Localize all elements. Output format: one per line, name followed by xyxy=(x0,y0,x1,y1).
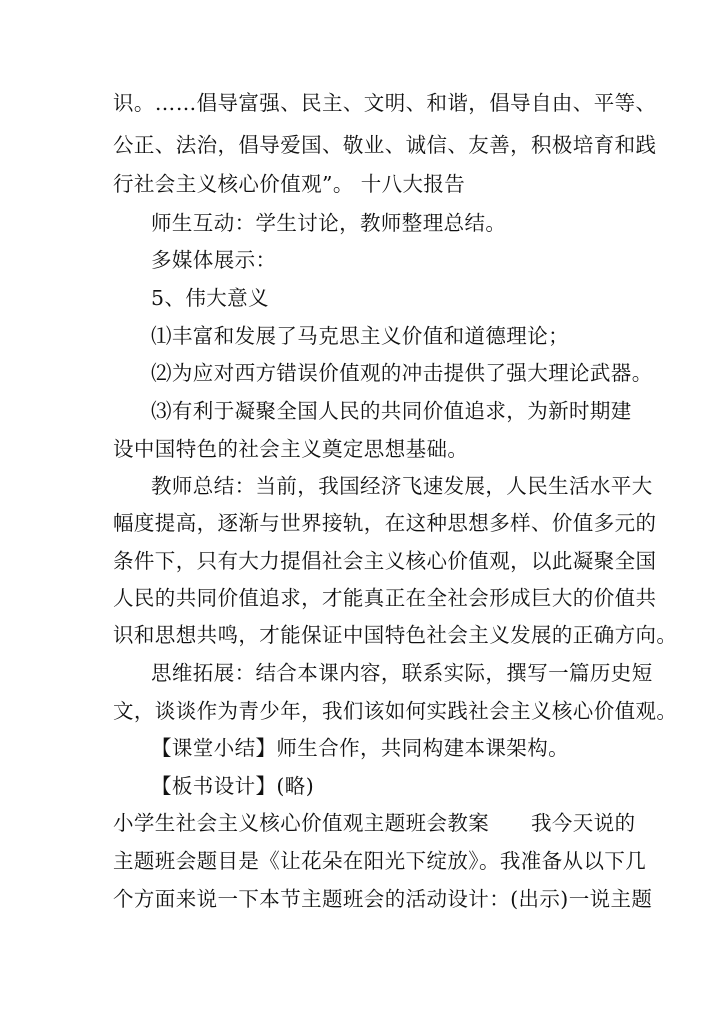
text-line: 识。……倡导富强、民主、文明、和谐，倡导自由、平等、 xyxy=(113,91,657,115)
text-line: ⑵为应对西方错误价值观的冲击提供了强大理论武器。 xyxy=(151,361,653,385)
text-line: 行社会主义核心价值观”。 十八大报告 xyxy=(113,172,466,196)
text-line: 设中国特色的社会主义奠定思想基础。 xyxy=(113,437,469,461)
text-line: 条件下，只有大力提倡社会主义核心价值观，以此凝聚全国 xyxy=(113,549,657,573)
text-line: 5、伟大意义 xyxy=(151,286,269,310)
text-line: 个方面来说一下本节主题班会的活动设计：(出示)一说主题 xyxy=(113,887,653,911)
text-line: 公正、法治，倡导爱国、敬业、诚信、友善，积极培育和践 xyxy=(113,133,657,157)
text-line: 【板书设计】(略) xyxy=(151,774,315,798)
text-line: 幅度提高，逐渐与世界接轨，在这种思想多样、价值多元的 xyxy=(113,511,657,535)
text-line: ⑶有利于凝聚全国人民的共同价值追求，为新时期建 xyxy=(151,399,632,423)
text-line: 小学生社会主义核心价值观主题班会教案 我今天说的 xyxy=(113,811,636,835)
text-line: 多媒体展示： xyxy=(151,248,277,272)
text-line: 思维拓展：结合本课内容，联系实际，撰写一篇历史短 xyxy=(151,661,653,685)
text-line: 师生互动：学生讨论，教师整理总结。 xyxy=(151,211,507,235)
text-line: 文，谈谈作为青少年，我们该如何实践社会主义核心价值观。 xyxy=(113,699,678,723)
text-line: 识和思想共鸣，才能保证中国特色社会主义发展的正确方向。 xyxy=(113,623,678,647)
text-line: 教师总结：当前，我国经济飞速发展，人民生活水平大 xyxy=(151,474,653,498)
text-line: 【课堂小结】师生合作，共同构建本课架构。 xyxy=(151,736,569,760)
text-line: ⑴丰富和发展了马克思主义价值和道德理论； xyxy=(151,324,569,348)
text-line: 主题班会题目是《让花朵在阳光下绽放》。我准备从以下几 xyxy=(113,849,647,873)
text-line: 人民的共同价值追求，才能真正在全社会形成巨大的价值共 xyxy=(113,586,657,610)
